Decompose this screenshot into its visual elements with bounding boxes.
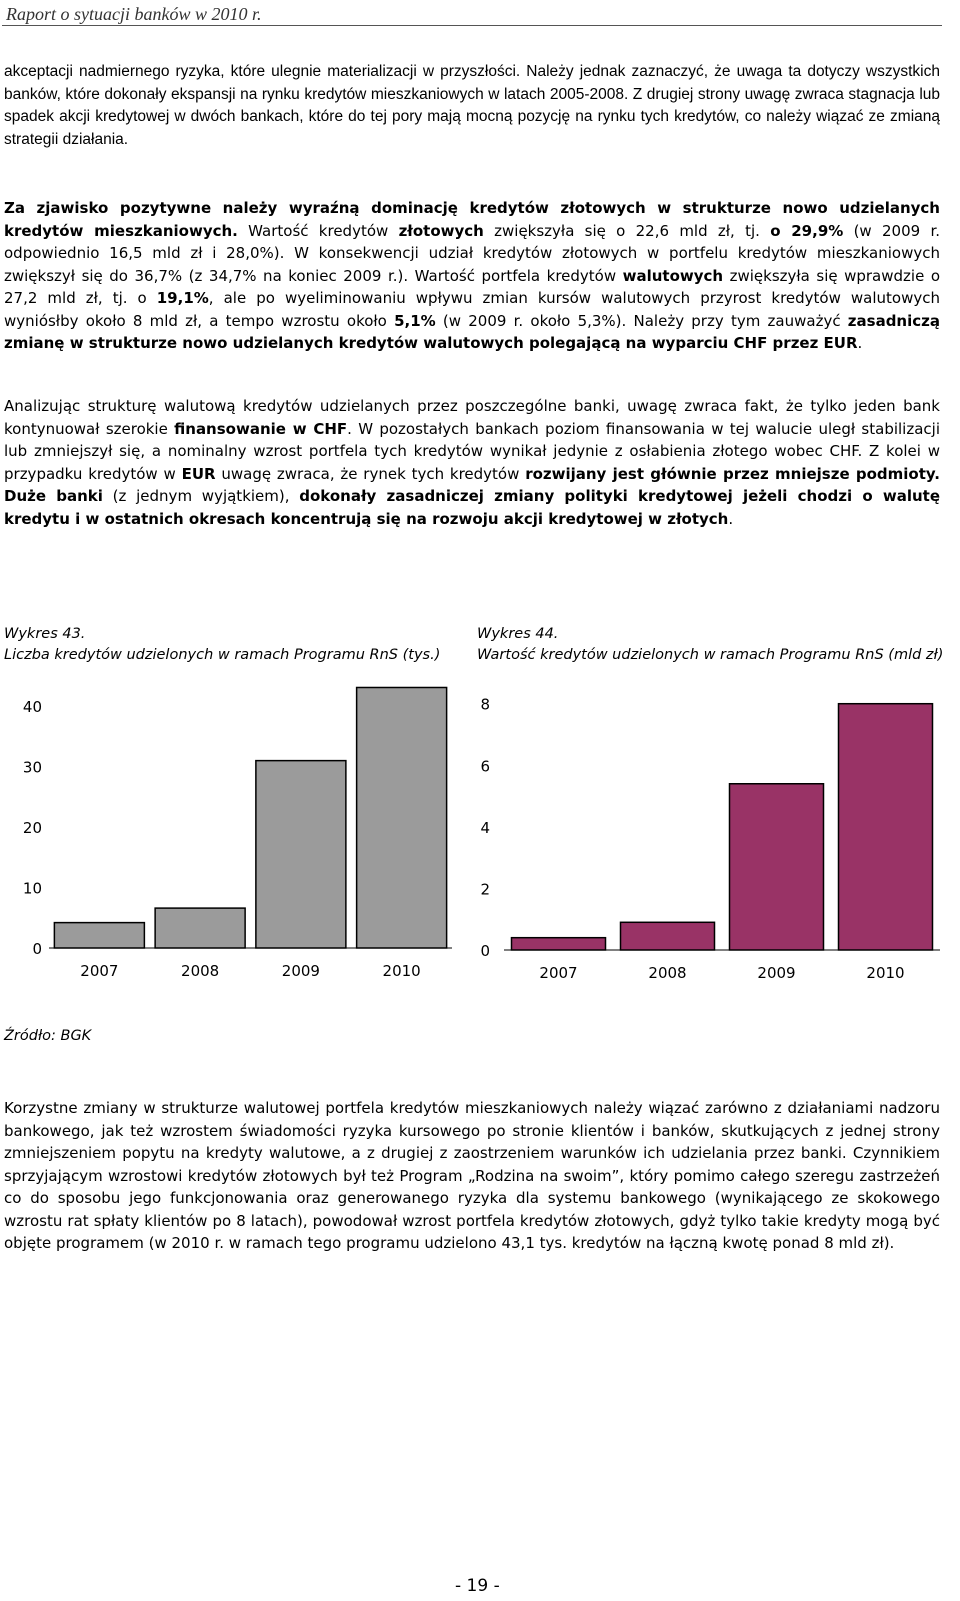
source-note: Źródło: BGK [4, 1028, 92, 1044]
p2-bold: 5,1% [394, 311, 436, 330]
chart1-number: Wykres 43. [4, 626, 86, 642]
x-tick-label: 2008 [181, 962, 220, 980]
p2-text: zwiększyła się o 22,6 mld zł, tj. [483, 221, 771, 240]
bar-2010 [839, 704, 933, 950]
chart1-caption [4, 624, 440, 666]
y-tick-label: 20 [22, 819, 42, 838]
paragraph-3 [4, 395, 940, 530]
p2-bold: walutowych [622, 266, 724, 285]
p2-bold: zasadniczą zmianę w strukturze nowo udzielanych kredytów walutowych polegającą na wyparciu CHF przez EUR [4, 311, 941, 352]
x-tick-label: 2009 [281, 962, 320, 980]
p2-text: (w 2009 r. odpowiednio 16,5 mld zł i 28,0%). W konsekwencji udział kredytów złotowych w portfelu kredytów mieszkaniowych zwiększył się do 36,7% (z 34,7% na koniec 2009 r.). Wartość portfela kredytów [4, 221, 941, 285]
p3-text: Analizując strukturę walutową kredytów udzielanych przez poszczególne banki, uwagę zwraca fakt, że tylko jeden bank kontynuował szerokie [4, 397, 940, 438]
bar-2008 [621, 922, 715, 950]
chart2-title: Wartość kredytów udzielonych w ramach Programu RnS (mld zł) [477, 647, 944, 663]
y-tick-label: 4 [480, 818, 490, 837]
chart1-title: Liczba kredytów udzielonych w ramach Programu RnS (tys.) [4, 647, 441, 663]
p3-bold: finansowanie w CHF [174, 419, 348, 438]
p3-bold: Duże banki [4, 487, 103, 505]
p2-text: (w 2009 r. około 5,3%). Należy przy tym zauważyć [435, 311, 848, 330]
paragraph-4: Korzystne zmiany w strukturze walutowej portfela kredytów mieszkaniowych należy wiązać zarówno z działaniami nadzoru bankowego, jak też wzrostem świadomości ryzyka kursowego po stronie klientów i banków, skutkujących z jednej strony zmniejszeniem popytu na kredyty walutowe, a z drugiej z zaostrzeniem warunków ich udzielania przez banki. Czynnikiem sprzyjającym wzrostowi kredytów złotowych był też Program „Rodzina na swoim”, który pomimo całego szeregu zastrzeżeń co do sposobu jego funkcjonowania oraz generowanego ryzyka dla systemu bankowego (wynikającego ze skokowego wzrostu rat spłaty klientów po 8 latach), powodował wzrost portfela kredytów złotowych, gdyż tylko takie kredyty mogą być objęte programem (w 2010 r. w ramach tego programu udzielono 43,1 tys. kredytów na łączną kwotę ponad 8 mld zł). [4, 1099, 940, 1252]
y-tick-label: 10 [22, 879, 42, 898]
p3-text: (z jednym wyjątkiem), [102, 487, 300, 505]
paragraph-2 [4, 197, 940, 355]
x-tick-label: 2007 [80, 962, 119, 980]
chart2-number: Wykres 44. [477, 626, 559, 642]
p2-text: , ale po wyeliminowaniu wpływu zmian kursów walutowych przyrost kredytów walutowych wyniósłby około 8 mld zł, a tempo wzrostu około [4, 289, 940, 330]
p2-bold: złotowych [398, 221, 484, 240]
x-tick-label: 2010 [382, 962, 421, 980]
x-tick-label: 2007 [539, 964, 578, 982]
y-tick-label: 8 [480, 695, 490, 714]
p3-bold: EUR [181, 464, 216, 483]
x-tick-label: 2009 [757, 964, 796, 982]
p3-text: uwagę zwraca, że rynek tych kredytów [215, 464, 526, 483]
bar-2010 [357, 687, 447, 948]
x-tick-label: 2010 [866, 964, 905, 982]
paragraph-1: akceptacji nadmiernego ryzyka, które ulegnie materializacji w przyszłości. Należy jednak zaznaczyć, że uwaga ta dotyczy wszystkich banków, które dokonały ekspansji na rynku kredytów mieszkaniowych w latach 2005-2008. Z drugiej strony uwagę zwraca stagnacja lub spadek akcji kredytowej w dwóch bankach, które do tej pory mają mocną pozycję na rynku tych kredytów, co należy wiązać ze zmianą strategii działania. [4, 63, 940, 148]
p3-text: . W pozostałych bankach poziom finansowania w tej walucie uległ stabilizacji lub zmniejszył się, a nominalny wzrost portfela tych kredytów wynikał jedynie z osłabienia złotego wobec CHF. Z kolei w przypadku kredytów w [4, 419, 940, 483]
p3-text: . [728, 509, 734, 528]
y-tick-label: 40 [22, 698, 42, 717]
chart-loan-value [470, 668, 940, 1008]
p3-bold: dokonały zasadniczej zmiany polityki kredytowej jeżeli chodzi o walutę kredytu i w ostatnich okresach koncentrują się na rozwoju akcji kredytowej w złotych [4, 487, 940, 528]
page-number: - 19 - [455, 1576, 500, 1596]
y-tick-label: 0 [480, 942, 490, 960]
p2-text: Wartość kredytów [237, 221, 399, 240]
y-tick-label: 30 [22, 758, 42, 777]
bar-2009 [256, 761, 346, 948]
y-tick-label: 2 [480, 880, 490, 899]
y-tick-label: 0 [32, 940, 42, 958]
chart-loan-count [0, 668, 460, 1008]
bar-2007 [54, 923, 144, 948]
y-tick-label: 6 [480, 757, 490, 776]
p2-bold-lead: Za zjawisko pozytywne należy wyraźną dominację kredytów złotowych w strukturze nowo udzielanych kredytów mieszkaniowych. [4, 199, 940, 240]
p2-bold: 19,1% [156, 289, 209, 307]
p3-bold: rozwijany jest głównie przez mniejsze podmioty. [525, 464, 940, 483]
report-header: Raport o sytuacji banków w 2010 r. [6, 4, 262, 24]
bar-2009 [730, 784, 824, 950]
p2-text: zwiększyła się wprawdzie o 27,2 mld zł, tj. o [4, 266, 940, 307]
bar-2008 [155, 908, 245, 948]
x-tick-label: 2008 [648, 964, 687, 982]
p2-bold: o 29,9% [770, 221, 844, 240]
header-divider [2, 25, 942, 26]
chart2-caption [477, 624, 943, 666]
p2-text: . [857, 334, 863, 352]
bar-2007 [512, 938, 606, 950]
